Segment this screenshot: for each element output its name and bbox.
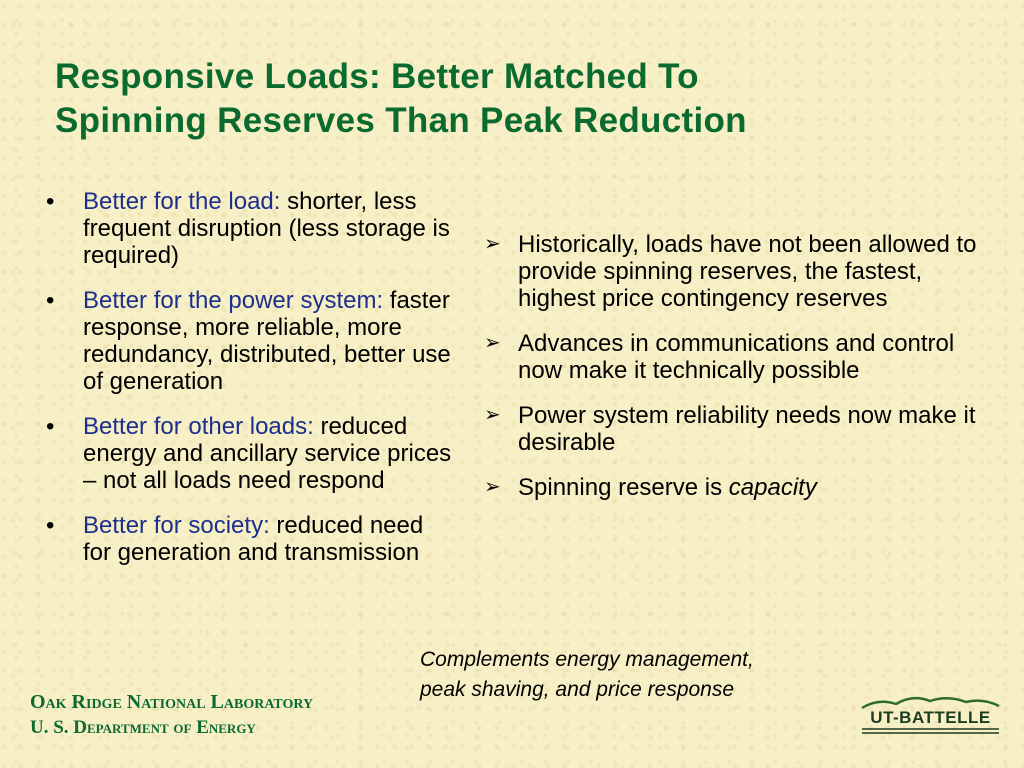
context-item (478, 402, 978, 456)
benefit-text: reduced need for generation and transmission (83, 512, 424, 566)
arrowhead-bullet-icon: ➢ (484, 476, 501, 498)
context-item (478, 330, 978, 384)
arrowhead-bullet-icon: ➢ (484, 404, 501, 426)
arrowhead-bullet-icon: ➢ (484, 233, 501, 255)
slide-title-line-1: Responsive Loads: Better Matched To (55, 57, 699, 96)
benefit-item (40, 287, 455, 395)
bullet-dot-icon: • (46, 512, 55, 539)
ut-battelle-logo (858, 692, 1003, 737)
benefit-lead: Better for other loads: (83, 413, 314, 440)
benefit-item (40, 512, 455, 566)
bullet-dot-icon: • (46, 188, 55, 215)
bullet-dot-icon: • (46, 413, 55, 440)
benefit-lead: Better for the power system: (83, 287, 384, 314)
note-line-1: Complements energy management, (420, 648, 754, 671)
context-list (478, 231, 978, 519)
note-line-2: peak shaving, and price response (420, 678, 735, 701)
benefit-lead: Better for the load: (83, 188, 281, 215)
slide-title (55, 55, 995, 143)
benefit-text: shorter, less frequent disruption (less storage is required) (83, 188, 450, 269)
context-text: Power system reliability needs now make it desirable (518, 402, 976, 456)
benefit-lead: Better for society: (83, 512, 270, 539)
benefit-item (40, 413, 455, 494)
context-item (478, 474, 978, 501)
context-item (478, 231, 978, 312)
context-text: Advances in communications and control now make it technically possible (518, 330, 955, 384)
arrowhead-bullet-icon: ➢ (484, 332, 501, 354)
context-emphasis: capacity (728, 474, 817, 501)
context-text: Historically, loads have not been allowed to provide spinning reserves, the fastest, highest price contingency reserves (518, 231, 977, 312)
org-department: U. S. Department of Energy (30, 717, 256, 738)
benefits-list (40, 188, 455, 584)
benefit-text: faster response, more reliable, more redundancy, distributed, better use of generation (83, 287, 451, 395)
context-text: Spinning reserve is (518, 474, 729, 501)
org-name: Oak Ridge National Laboratory (30, 691, 314, 713)
logo-text: UT-BATTELLE (870, 708, 991, 727)
complements-note (420, 645, 860, 705)
slide-title-line-2: Spinning Reserves Than Peak Reduction (55, 101, 747, 140)
benefit-text: reduced energy and ancillary service prices – not all loads need respond (83, 413, 452, 494)
benefit-item (40, 188, 455, 269)
bullet-dot-icon: • (46, 287, 55, 314)
organization-footer (30, 690, 313, 740)
